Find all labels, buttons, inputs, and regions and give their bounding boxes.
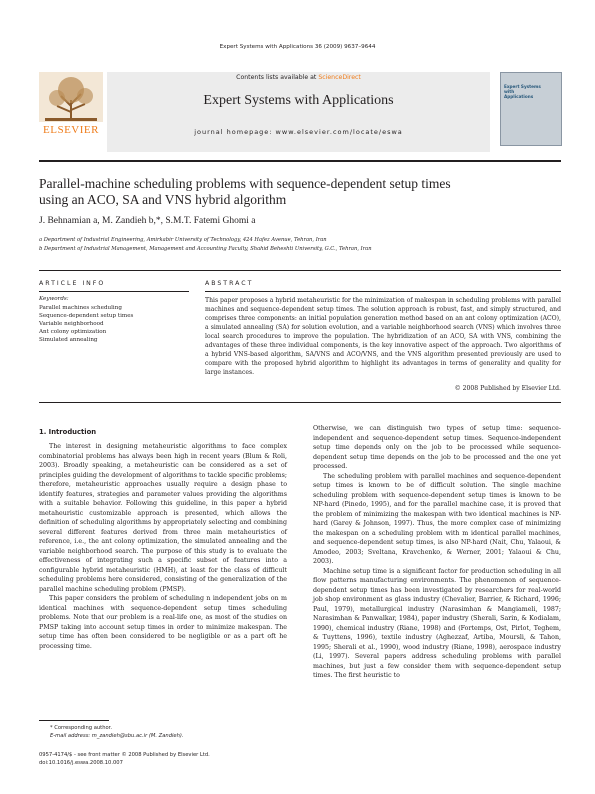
intro-paragraph-5: Machine setup time is a significant factor for production scheduling in all flow patterns manufacturing environments. The phenomenon of sequence-dependent setup times has been investigated by researchers for real-world job shop environment as glass industry (Chevalier, Barrier, & Richard, 1996; Paul, 1979), metallurgical industry (Narasimhan & Mangiameli, 1987; Narasimhan & Panwalkar, 1984), paper industry (Sherali, Sarin, & Kodialam, 1990), chemical industry (Riane, 1998) and (Fortemps, Ost, Pirlot, Teghem, & Tuyttens, 1996), textile industry (Aghezzaf, Artiba, Moursli, & Tahon, 1995; Sherali et al., 1990), wood industry (Riane, 1998), aerospace industry (Li, 1997). Several papers address scheduling problems with parallel machines, but just a few consider them with sequence-dependent setup times. The first heuristic to <box>313 567 561 679</box>
intro-paragraph-4: The scheduling problem with parallel machines and sequence-dependent setup times is known to be of difficult solution. The single machine scheduling problem with sequence-dependent setup times is known to be NP-hard (Pinedo, 1995), and for the parallel machine case, it is proved that the problem of minimizing the makespan with two identical machines is NP-hard (Garey & Johnson, 1997). Thus, the more complex case of minimizing the makespan on a scheduling problem with m identical parallel machines, and sequence-dependent setup times, is also NP-hard (Nait, Chu, Yalaoui, & Amodeo, 2003; Sveltana, Kravchenko, & Werner, 2001; Yalaoui & Chu, 2003). <box>313 472 561 565</box>
introduction-heading: 1. Introduction <box>39 428 97 436</box>
keyword: Variable neighborhood <box>39 321 104 327</box>
elsevier-wordmark: ELSEVIER <box>43 124 99 136</box>
corresponding-author-note: * Corresponding author. <box>50 725 112 731</box>
author-list: J. Behnamian a, M. Zandieh b,*, S.M.T. Fatemi Ghomi a <box>39 216 256 226</box>
left-column <box>39 442 287 651</box>
intro-paragraph-2: This paper considers the problem of scheduling n independent jobs on m identical machines with sequence-dependent setup times scheduling problems. Note that our problem is a real-life one, as most of the studies on PMSP taking into account setup times in order to minimize makespan. The setup time has often been considered to be negligible or as a part oft he processing time. <box>39 595 287 650</box>
affiliation-b: b Department of Industrial Management, Management and Accounting Faculty, Shahid Beheshti University, G.C., Tehran, Iran <box>39 246 372 252</box>
email-note[interactable]: E-mail address: m_zandieh@sbu.ac.ir (M. Zandieh). <box>50 733 184 739</box>
cover-title: Expert Systems with Applications <box>504 84 541 99</box>
journal-header-band <box>107 72 490 152</box>
abstract-text: This paper proposes a hybrid metaheuristic for the minimization of makespan in scheduling problems with parallel machines and sequence-dependent setup times. The solution approach is robust, fast, and simply structured, and comprises three components: an initial population generation method based on an ant colony optimization (ACO), a simulated annealing (SA) for solution evolution, and a variable neighborhood search (VNS) which involves three local search procedures to improve the population. The hybridization of an ACO, SA with VNS, combining the advantages of these three individual components, is the key innovative aspect of the approach. Two algorithms of a hybrid VNS-based algorithm, SA/VNS and ACO/VNS, and the VNS algorithm presented previously are used to compare with the proposed hybrid algorithm to highlight its advantages in terms of generality and quality for large instances. <box>205 297 561 376</box>
abstract-heading: ABSTRACT <box>205 280 254 287</box>
affiliation-rule <box>39 270 561 271</box>
issn-line: 0957-4174/$ - see front matter © 2008 Published by Elsevier Ltd. <box>39 752 210 758</box>
abstract-bottom-rule <box>39 402 561 403</box>
article-info-heading: ARTICLE INFO <box>39 280 106 287</box>
title-line-1: Parallel-machine scheduling problems with sequence-dependent setup times <box>39 176 451 191</box>
right-column <box>313 424 561 681</box>
keyword: Simulated annealing <box>39 337 98 343</box>
journal-citation: Expert Systems with Applications 36 (2009) 9637–9644 <box>219 44 376 50</box>
keyword: Ant colony optimization <box>39 329 107 335</box>
contents-prefix: Contents lists available at <box>236 74 319 81</box>
abstract-copyright: © 2008 Published by Elsevier Ltd. <box>454 385 561 392</box>
article-title <box>39 176 561 208</box>
journal-title: Expert Systems with Applications <box>203 93 394 108</box>
abstract-rule <box>205 291 561 292</box>
footnote-rule <box>39 720 109 721</box>
intro-paragraph-1: The interest in designing metaheuristic algorithms to face complex combinatorial problems has always been high in recent years (Blum & Roli, 2003). Broadly speaking, a metaheuristic can be considered as a set of principles guiding the development of algorithms to tackle specific problems; therefore, metaheuristic approaches usually require a design phase to identify features, strategies and parameter values providing the algorithms with a suitable behavior. Following this guideline, in this paper a hybrid metaheuristic customizable approach is presented, which allows the definition of scheduling algorithms by appropriately selecting and combining several different features derived from three main metaheuristics of reference, i.e., the ant colony optimization, the simulated annealing and the variable neighborhood search. The purpose of this study is to evaluate the effectiveness of integrating such a specific subset of features into a configurable hybrid metaheuristic (HMH), at least for the class of difficult scheduling problems here considered, consisting of the generalization of the parallel machine scheduling problem (PMSP). <box>39 443 287 593</box>
journal-homepage[interactable]: journal homepage: www.elsevier.com/locate/eswa <box>194 128 403 136</box>
intro-paragraph-3: Otherwise, we can distinguish two types of setup time: sequence-independent and sequence-dependent setup times. Sequence-independent setup time depends only on the job to be processed while sequence-dependent setup time depends on the job to be processed and the one yet processed. <box>313 425 561 470</box>
doi-line[interactable]: doi:10.1016/j.eswa.2008.10.007 <box>39 760 123 766</box>
title-line-2: using an ACO, SA and VNS hybrid algorithm <box>39 192 287 207</box>
sciencedirect-link[interactable]: ScienceDirect <box>318 74 361 81</box>
keyword: Parallel machines scheduling <box>39 305 122 311</box>
header-rule <box>39 160 561 162</box>
info-rule <box>39 291 189 292</box>
affiliation-a: a Department of Industrial Engineering, Amirkabir University of Technology, 424 Hafez Avenue, Tehran, Iran <box>39 237 327 243</box>
keyword: Sequence-dependent setup times <box>39 313 134 319</box>
contents-line <box>107 74 490 81</box>
keywords-label: Keywords: <box>39 296 69 302</box>
